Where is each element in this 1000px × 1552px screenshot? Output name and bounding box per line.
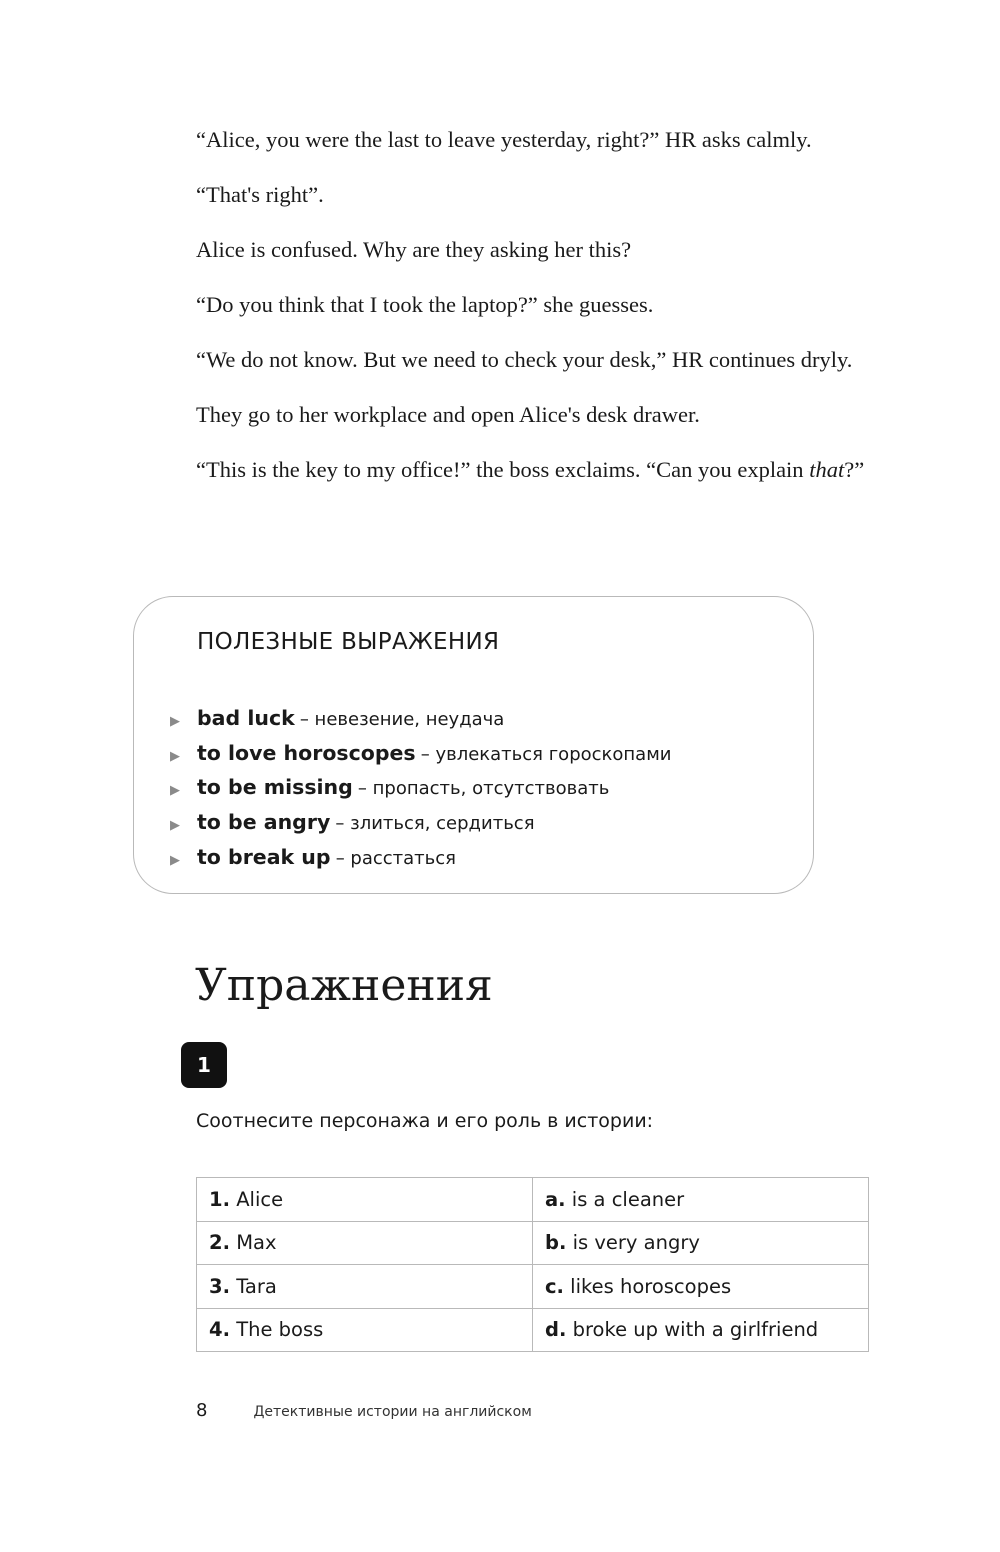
item-letter: a. bbox=[545, 1187, 566, 1211]
story-text bbox=[196, 122, 872, 507]
role-cell bbox=[533, 1265, 869, 1309]
vocab-translation: – пропасть, отсутствовать bbox=[357, 778, 610, 800]
role-text: is very angry bbox=[572, 1231, 700, 1255]
character-cell bbox=[197, 1221, 533, 1265]
item-letter: c. bbox=[545, 1274, 564, 1298]
bullet-arrow-icon: ▶ bbox=[170, 818, 180, 834]
table-row bbox=[197, 1178, 869, 1222]
exercise-instruction: Соотнесите персонажа и его роль в истории: bbox=[196, 1110, 654, 1132]
character-cell bbox=[197, 1265, 533, 1309]
matching-table bbox=[196, 1177, 869, 1352]
bullet-arrow-icon: ▶ bbox=[170, 783, 180, 799]
story-paragraph: “Do you think that I took the laptop?” she guesses. bbox=[196, 292, 654, 317]
character-name: Tara bbox=[236, 1274, 277, 1298]
exercises-heading: Упражнения bbox=[195, 960, 493, 1011]
item-number: 1. bbox=[209, 1187, 230, 1211]
vocab-term: to break up bbox=[197, 844, 331, 869]
table-row bbox=[197, 1265, 869, 1309]
story-emphasis: that bbox=[809, 457, 845, 482]
item-number: 4. bbox=[209, 1318, 230, 1342]
role-cell bbox=[533, 1221, 869, 1265]
role-text: likes horoscopes bbox=[570, 1274, 732, 1298]
vocab-item bbox=[170, 770, 672, 805]
vocab-term: bad luck bbox=[197, 706, 295, 730]
character-name: Alice bbox=[236, 1187, 284, 1211]
story-text-segment: ?” bbox=[844, 457, 865, 482]
running-title: Детективные истории на английском bbox=[253, 1404, 532, 1420]
page-number: 8 bbox=[196, 1400, 208, 1421]
vocab-term: to be angry bbox=[197, 810, 331, 835]
item-letter: b. bbox=[545, 1231, 567, 1255]
bullet-arrow-icon: ▶ bbox=[170, 748, 180, 764]
item-number: 2. bbox=[209, 1231, 230, 1255]
role-text: is a cleaner bbox=[571, 1187, 685, 1211]
vocab-term: to be missing bbox=[197, 775, 353, 800]
character-name: Max bbox=[236, 1231, 277, 1255]
useful-expressions-title: ПОЛЕЗНЫЕ ВЫРАЖЕНИЯ bbox=[197, 629, 500, 655]
item-number: 3. bbox=[209, 1274, 230, 1298]
role-cell bbox=[533, 1308, 869, 1352]
character-cell bbox=[197, 1178, 533, 1222]
character-cell bbox=[197, 1308, 533, 1352]
story-paragraph: “We do not know. But we need to check your desk,” HR continues dryly. bbox=[196, 347, 853, 372]
page-footer bbox=[196, 1400, 532, 1421]
vocab-item bbox=[170, 805, 672, 840]
story-paragraph: “That's right”. bbox=[196, 182, 324, 207]
story-paragraph: “Alice, you were the last to leave yesterday, right?” HR asks calmly. bbox=[196, 127, 812, 152]
vocab-translation: – расстаться bbox=[335, 847, 456, 869]
character-name: The boss bbox=[236, 1318, 324, 1342]
vocab-translation: – увлекаться гороскопами bbox=[420, 743, 672, 765]
table-row bbox=[197, 1221, 869, 1265]
story-paragraph: Alice is confused. Why are they asking her this? bbox=[196, 237, 632, 262]
role-text: broke up with a girlfriend bbox=[572, 1318, 819, 1342]
story-paragraph-last bbox=[196, 452, 872, 487]
bullet-arrow-icon: ▶ bbox=[170, 714, 180, 729]
vocab-list bbox=[170, 701, 672, 874]
exercise-number-badge: 1 bbox=[181, 1042, 227, 1088]
vocab-term: to love horoscopes bbox=[197, 740, 416, 765]
bullet-arrow-icon: ▶ bbox=[170, 852, 180, 868]
useful-expressions-box bbox=[133, 596, 814, 894]
story-paragraph: They go to her workplace and open Alice's desk drawer. bbox=[196, 402, 700, 427]
vocab-translation: – невезение, неудача bbox=[299, 709, 505, 730]
vocab-translation: – злиться, сердиться bbox=[335, 813, 535, 835]
role-cell bbox=[533, 1178, 869, 1222]
vocab-item bbox=[170, 701, 672, 736]
vocab-item bbox=[170, 736, 672, 771]
table-row bbox=[197, 1308, 869, 1352]
item-letter: d. bbox=[545, 1318, 567, 1342]
vocab-item bbox=[170, 840, 672, 875]
story-text-segment: “This is the key to my office!” the boss exclaims. “Can you explain bbox=[196, 457, 810, 482]
